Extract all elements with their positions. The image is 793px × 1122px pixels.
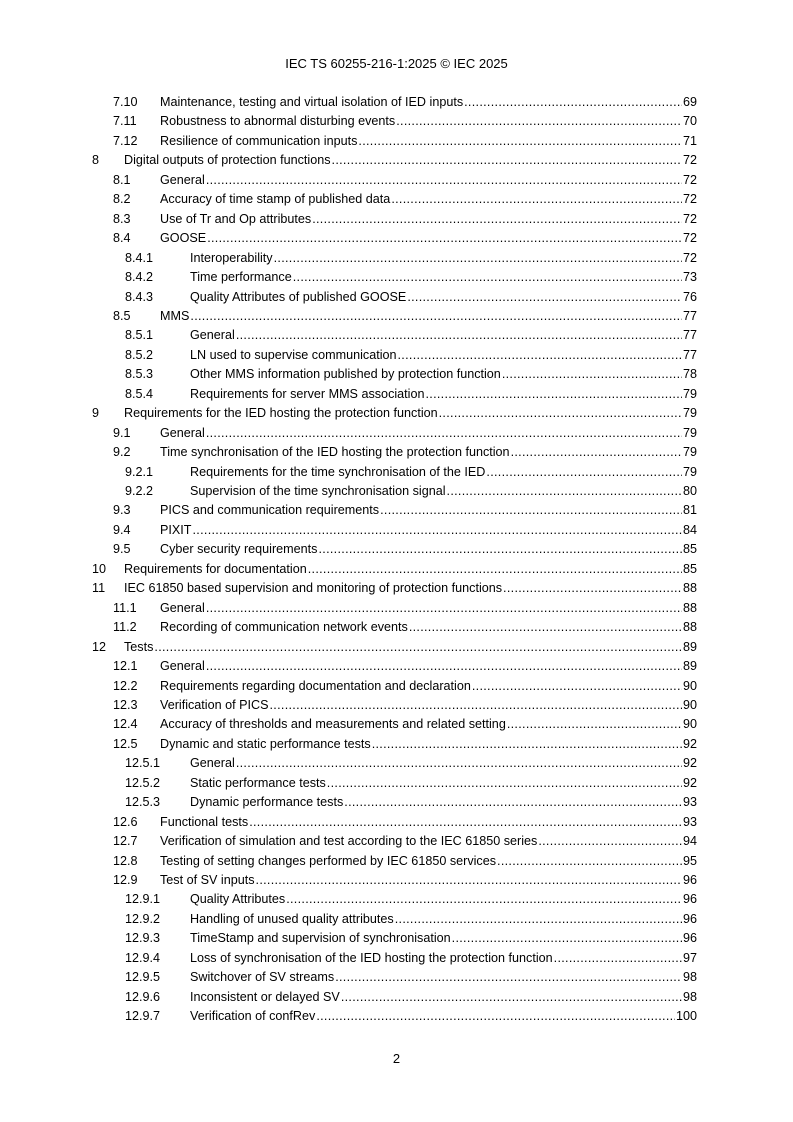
- toc-entry-number: 8.4.3: [125, 289, 154, 304]
- toc-entry-number: 12.6: [113, 814, 138, 829]
- toc-entry-page: 72: [682, 172, 697, 187]
- toc-entry-number: 9: [92, 406, 100, 421]
- toc-entry-title: LN used to supervise communication: [190, 347, 397, 362]
- toc-entry-title: Recording of communication network events: [160, 620, 408, 635]
- toc-entry[interactable]: [0, 910, 793, 929]
- dot-leader: [538, 832, 682, 851]
- toc-entry[interactable]: [0, 638, 793, 657]
- dot-leader: [312, 210, 682, 229]
- toc-entry-title: Interoperability: [190, 250, 273, 265]
- toc-entry-line: [160, 599, 697, 618]
- toc-entry-number: 12.9.7: [125, 1009, 161, 1024]
- dot-leader: [236, 326, 682, 345]
- toc-entry-title: Dynamic and static performance tests: [160, 736, 371, 751]
- toc-entry-number: 11: [92, 581, 106, 596]
- toc-entry[interactable]: [0, 774, 793, 793]
- toc-entry-title: Requirements regarding documentation and declaration: [160, 678, 471, 693]
- toc-entry-number: 7.10: [113, 95, 138, 109]
- toc-entry-line: [160, 190, 697, 209]
- toc-entry-number: 8.4.1: [125, 250, 154, 265]
- toc-entry-line: [190, 385, 697, 404]
- toc-entry-number: 8.5.1: [125, 328, 154, 343]
- toc-entry[interactable]: [0, 852, 793, 871]
- toc-entry-page: 94: [682, 834, 697, 849]
- toc-entry-page: 96: [682, 873, 697, 887]
- toc-entry-number: 10: [92, 561, 107, 576]
- toc-entry[interactable]: [0, 793, 793, 812]
- dot-leader: [256, 871, 682, 890]
- toc-entry-page: 95: [682, 853, 697, 868]
- toc-entry-line: [190, 929, 697, 948]
- toc-entry-title: Resilience of communication inputs: [160, 133, 358, 148]
- toc-entry-number: 9.4: [113, 522, 131, 537]
- toc-entry-line: [190, 910, 697, 929]
- toc-entry-line: [160, 852, 697, 871]
- toc-entry-title: TimeStamp and supervision of synchronisation: [190, 931, 451, 946]
- dot-leader: [380, 501, 682, 520]
- toc-entry[interactable]: [0, 579, 793, 598]
- toc-entry[interactable]: [0, 229, 793, 248]
- toc-entry-title: Requirements for server MMS association: [190, 386, 425, 401]
- toc-entry[interactable]: [0, 365, 793, 384]
- toc-entry-title: Quality Attributes: [190, 892, 286, 907]
- toc-entry-title: General: [160, 659, 205, 674]
- toc-entry-number: 12.1: [113, 659, 138, 674]
- toc-entry-title: Requirements for the time synchronisation of the IED: [190, 464, 486, 479]
- toc-entry-number: 12: [92, 639, 107, 654]
- toc-entry-title: Static performance tests: [190, 775, 326, 790]
- toc-entry-number: 12.7: [113, 834, 138, 849]
- toc-entry-line: [124, 560, 697, 579]
- toc-entry[interactable]: [0, 424, 793, 443]
- toc-entry[interactable]: [0, 949, 793, 968]
- dot-leader: [452, 929, 682, 948]
- toc-entry-page: 98: [682, 970, 697, 985]
- toc-entry-page: 72: [682, 250, 697, 265]
- toc-entry-line: [190, 365, 697, 384]
- toc-entry[interactable]: [0, 968, 793, 987]
- toc-entry-line: [160, 521, 697, 540]
- toc-entry-page: 84: [682, 522, 697, 537]
- toc-entry-page: 79: [682, 464, 697, 479]
- toc-entry-number: 11.2: [113, 620, 137, 635]
- toc-entry[interactable]: [0, 754, 793, 773]
- toc-entry-page: 88: [682, 600, 697, 615]
- toc-entry-title: Robustness to abnormal disturbing events: [160, 114, 396, 129]
- toc-entry-line: [124, 151, 697, 170]
- toc-entry-page: 96: [682, 931, 697, 946]
- toc-entry-title: Dynamic performance tests: [190, 795, 344, 810]
- toc-entry[interactable]: [0, 288, 793, 307]
- toc-entry-line: [160, 501, 697, 520]
- toc-entry-line: [160, 677, 697, 696]
- toc-entry[interactable]: [0, 326, 793, 345]
- toc-entry-line: [190, 1007, 697, 1026]
- dot-leader: [507, 715, 682, 734]
- dot-leader: [206, 171, 682, 190]
- dot-leader: [554, 949, 682, 968]
- toc-entry[interactable]: [0, 385, 793, 404]
- toc-entry-line: [190, 774, 697, 793]
- toc-entry-number: 12.9.3: [125, 931, 161, 946]
- toc-entry-page: 79: [682, 445, 697, 460]
- toc-entry[interactable]: [0, 249, 793, 268]
- toc-entry-title: Loss of synchronisation of the IED hosting the protection function: [190, 950, 553, 965]
- dot-leader: [332, 151, 682, 170]
- toc-entry-number: 12.8: [113, 853, 138, 868]
- toc-entry-title: Verification of PICS: [160, 697, 269, 712]
- toc-entry-line: [160, 832, 697, 851]
- dot-leader: [391, 190, 682, 209]
- toc-entry-number: 8: [92, 153, 100, 168]
- toc-entry-number: 8.5.4: [125, 386, 154, 401]
- toc-entry[interactable]: [0, 482, 793, 501]
- toc-entry-line: [190, 268, 697, 287]
- toc-entry[interactable]: [0, 190, 793, 209]
- toc-entry-page: 93: [682, 795, 697, 810]
- dot-leader: [249, 813, 682, 832]
- toc-entry-title: Functional tests: [160, 814, 249, 829]
- toc-entry-page: 96: [682, 892, 697, 907]
- toc-entry-line: [124, 404, 697, 423]
- toc-entry-number: 9.2: [113, 445, 131, 460]
- dot-leader: [207, 229, 682, 248]
- toc-entry-page: 93: [682, 814, 697, 829]
- toc-entry-title: Use of Tr and Op attributes: [160, 211, 312, 226]
- toc-entry-page: 98: [682, 989, 697, 1004]
- toc-entry-line: [190, 988, 697, 1007]
- toc-entry-number: 7.12: [113, 133, 138, 148]
- dot-leader: [344, 793, 682, 812]
- toc-entry-title: MMS: [160, 308, 190, 323]
- dot-leader: [318, 540, 682, 559]
- dot-leader: [407, 288, 682, 307]
- dot-leader: [439, 404, 682, 423]
- dot-leader: [372, 735, 682, 754]
- toc-entry-page: 77: [682, 328, 697, 343]
- toc-entry-title: Requirements for the IED hosting the protection function: [124, 406, 438, 421]
- toc-entry-page: 72: [682, 192, 697, 207]
- toc-entry-line: [160, 696, 697, 715]
- toc-entry[interactable]: [0, 696, 793, 715]
- toc-entry-page: 70: [682, 114, 697, 129]
- dot-leader: [308, 560, 682, 579]
- dot-leader: [270, 696, 682, 715]
- toc-entry-line: [190, 346, 697, 365]
- toc-entry-line: [124, 579, 697, 598]
- toc-entry-line: [190, 754, 697, 773]
- toc-entry-line: [160, 210, 697, 229]
- toc-entry-title: Requirements for documentation: [124, 561, 307, 576]
- toc-entry[interactable]: [0, 735, 793, 754]
- toc-entry-page: 90: [682, 717, 697, 732]
- toc-entry[interactable]: [0, 599, 793, 618]
- toc-entry-line: [160, 813, 697, 832]
- toc-entry-number: 12.9.4: [125, 950, 161, 965]
- toc-entry[interactable]: [0, 618, 793, 637]
- toc-entry-page: 71: [682, 133, 697, 148]
- toc-entry-page: 78: [682, 367, 697, 382]
- toc-entry-number: 8.1: [113, 172, 131, 187]
- toc-entry-line: [190, 482, 697, 501]
- toc-entry-page: 79: [682, 406, 697, 421]
- toc-entry-title: IEC 61850 based supervision and monitoring of protection functions: [124, 581, 503, 596]
- toc-entry-page: 100: [675, 1009, 697, 1024]
- toc-entry-number: 12.9.6: [125, 989, 161, 1004]
- toc-entry-title: Verification of simulation and test according to the IEC 61850 series: [160, 834, 538, 849]
- dot-leader: [396, 112, 682, 131]
- toc-entry[interactable]: [0, 677, 793, 696]
- toc-entry-title: General: [160, 172, 205, 187]
- toc-entry-line: [190, 793, 697, 812]
- toc-entry-number: 8.4.2: [125, 270, 154, 285]
- dot-leader: [447, 482, 682, 501]
- dot-leader: [358, 132, 682, 151]
- dot-leader: [472, 677, 682, 696]
- toc-entry-number: 12.5: [113, 736, 138, 751]
- toc-entry[interactable]: [0, 463, 793, 482]
- dot-leader: [425, 385, 682, 404]
- dot-leader: [335, 968, 682, 987]
- toc-entry-number: 9.2.1: [125, 464, 154, 479]
- dot-leader: [497, 852, 682, 871]
- toc-entry-title: Verification of confRev: [190, 1009, 316, 1024]
- dot-leader: [316, 1007, 675, 1026]
- toc-entry-page: 85: [682, 561, 697, 576]
- toc-entry[interactable]: [0, 521, 793, 540]
- toc-entry-page: 96: [682, 911, 697, 926]
- dot-leader: [464, 93, 682, 112]
- toc-entry-title: Digital outputs of protection functions: [124, 153, 331, 168]
- toc-entry-line: [160, 443, 697, 462]
- toc-entry-page: 77: [682, 347, 697, 362]
- dot-leader: [206, 424, 682, 443]
- toc-entry-title: Time performance: [190, 270, 292, 285]
- toc-entry-page: 72: [682, 153, 697, 168]
- toc-entry-line: [160, 112, 697, 131]
- toc-entry-number: 8.3: [113, 211, 131, 226]
- dot-leader: [341, 988, 682, 1007]
- toc-entry-number: 9.1: [113, 425, 131, 440]
- dot-leader: [293, 268, 682, 287]
- toc-entry-line: [160, 132, 697, 151]
- toc-entry[interactable]: [0, 1007, 793, 1026]
- toc-entry-page: 89: [682, 659, 697, 674]
- toc-entry-page: 92: [682, 736, 697, 751]
- toc-entry-title: General: [190, 328, 235, 343]
- toc-entry-number: 12.3: [113, 697, 138, 712]
- toc-entry-title: Accuracy of time stamp of published data: [160, 192, 391, 207]
- toc-entry-page: 90: [682, 678, 697, 693]
- toc-entry-page: 92: [682, 775, 697, 790]
- toc-entry-title: General: [160, 600, 205, 615]
- dot-leader: [327, 774, 682, 793]
- toc-entry-line: [190, 949, 697, 968]
- toc-entry[interactable]: [0, 151, 793, 170]
- toc-entry-title: Test of SV inputs: [160, 873, 255, 887]
- toc-entry-line: [190, 249, 697, 268]
- toc-entry[interactable]: [0, 171, 793, 190]
- toc-entry-title: Handling of unused quality attributes: [190, 911, 394, 926]
- toc-entry-line: [160, 229, 697, 248]
- toc-entry-line: [190, 968, 697, 987]
- dot-leader: [154, 638, 682, 657]
- toc-entry-title: Time synchronisation of the IED hosting the protection function: [160, 445, 510, 460]
- dot-leader: [206, 599, 682, 618]
- toc-entry-number: 12.9.1: [125, 892, 161, 907]
- toc-entry-number: 12.5.2: [125, 775, 161, 790]
- toc-entry-page: 90: [682, 697, 697, 712]
- toc-entry-number: 12.5.3: [125, 795, 161, 810]
- toc-entry[interactable]: [0, 988, 793, 1007]
- toc-entry-number: 8.5.2: [125, 347, 154, 362]
- toc-entry-number: 12.4: [113, 717, 138, 732]
- toc-entry-page: 81: [682, 503, 697, 518]
- toc-entry-page: 79: [682, 425, 697, 440]
- toc-entry-line: [160, 93, 697, 112]
- toc-entry-number: 9.2.2: [125, 484, 154, 498]
- toc-entry[interactable]: [0, 93, 793, 112]
- toc-entry-title: Tests: [124, 639, 154, 654]
- toc-entry[interactable]: [0, 307, 793, 326]
- toc-entry-page: 89: [682, 639, 697, 654]
- toc-entry-line: [160, 171, 697, 190]
- toc-entry-page: 73: [682, 270, 697, 285]
- toc-entry-line: [160, 871, 697, 890]
- toc-entry-line: [124, 638, 697, 657]
- toc-entry-title: General: [190, 756, 235, 771]
- toc-entry-page: 76: [682, 289, 697, 304]
- dot-leader: [206, 657, 682, 676]
- toc-entry-page: 72: [682, 211, 697, 226]
- toc-entry-line: [160, 715, 697, 734]
- toc-entry-number: 8.5: [113, 308, 131, 323]
- toc-entry-line: [190, 326, 697, 345]
- toc-entry-number: 12.9.5: [125, 970, 161, 985]
- toc-entry[interactable]: [0, 560, 793, 579]
- toc-entry[interactable]: [0, 657, 793, 676]
- dot-leader: [398, 346, 682, 365]
- toc-entry-line: [190, 890, 697, 909]
- dot-leader: [193, 521, 682, 540]
- toc-entry[interactable]: [0, 501, 793, 520]
- toc-entry-line: [160, 424, 697, 443]
- dot-leader: [274, 249, 682, 268]
- dot-leader: [502, 365, 682, 384]
- toc-entry-page: 72: [682, 231, 697, 246]
- toc-entry-line: [160, 657, 697, 676]
- dot-leader: [409, 618, 682, 637]
- toc-entry-line: [190, 463, 697, 482]
- toc-entry-page: 77: [682, 308, 697, 323]
- dot-leader: [511, 443, 682, 462]
- toc-entry-page: 80: [682, 484, 697, 498]
- page-header: IEC TS 60255-216-1:2025 © IEC 2025: [285, 56, 508, 71]
- toc-entry-title: PICS and communication requirements: [160, 503, 380, 518]
- toc-entry-title: Supervision of the time synchronisation signal: [190, 484, 446, 498]
- toc-entry-number: 8.2: [113, 192, 131, 207]
- toc-entry-page: 97: [682, 950, 697, 965]
- toc-entry-title: Testing of setting changes performed by IEC 61850 services: [160, 853, 497, 868]
- toc-entry[interactable]: [0, 112, 793, 131]
- dot-leader: [503, 579, 682, 598]
- dot-leader: [486, 463, 682, 482]
- toc-entry[interactable]: [0, 443, 793, 462]
- toc-entry-line: [160, 540, 697, 559]
- toc-entry-number: 9.3: [113, 503, 131, 518]
- toc-entry-line: [160, 307, 697, 326]
- toc-entry[interactable]: [0, 540, 793, 559]
- toc-entry[interactable]: [0, 832, 793, 851]
- toc-entry-page: 92: [682, 756, 697, 771]
- toc-entry-page: 85: [682, 542, 697, 557]
- toc-entry[interactable]: [0, 715, 793, 734]
- toc-entry-number: 12.2: [113, 678, 138, 693]
- toc-entry-page: 88: [682, 620, 697, 635]
- toc-entry-page: 79: [682, 386, 697, 401]
- toc-entry-number: 7.11: [113, 114, 137, 129]
- toc-entry-number: 12.9: [113, 873, 138, 887]
- toc-entry-title: Switchover of SV streams: [190, 970, 335, 985]
- toc-entry[interactable]: [0, 210, 793, 229]
- toc-entry[interactable]: [0, 132, 793, 151]
- dot-leader: [286, 890, 682, 909]
- toc-entry[interactable]: [0, 268, 793, 287]
- toc-entry[interactable]: [0, 813, 793, 832]
- toc-entry-line: [190, 288, 697, 307]
- toc-entry-title: Other MMS information published by protection function: [190, 367, 501, 382]
- toc-entry-page: 69: [682, 95, 697, 109]
- toc-entry[interactable]: [0, 929, 793, 948]
- toc-entry[interactable]: [0, 346, 793, 365]
- toc-entry-line: [160, 618, 697, 637]
- dot-leader: [395, 910, 682, 929]
- toc-entry-number: 12.9.2: [125, 911, 161, 926]
- toc-entry[interactable]: [0, 404, 793, 423]
- dot-leader: [190, 307, 682, 326]
- toc-entry[interactable]: [0, 871, 793, 890]
- toc-entry-title: PIXIT: [160, 522, 192, 537]
- dot-leader: [236, 754, 682, 773]
- toc-entry-number: 9.5: [113, 542, 131, 557]
- toc-entry-number: 12.5.1: [125, 756, 161, 771]
- toc-entry-number: 8.4: [113, 231, 131, 246]
- toc-entry-title: Accuracy of thresholds and measurements and related setting: [160, 717, 506, 732]
- toc-entry-number: 8.5.3: [125, 367, 154, 382]
- toc-entry-title: GOOSE: [160, 231, 207, 246]
- toc-entry-title: Maintenance, testing and virtual isolation of IED inputs: [160, 95, 464, 109]
- toc-entry-page: 88: [682, 581, 697, 596]
- toc-entry-line: [160, 735, 697, 754]
- toc-entry-title: Quality Attributes of published GOOSE: [190, 289, 407, 304]
- page-number: 2: [392, 1051, 401, 1066]
- toc-entry-number: 11.1: [113, 600, 137, 615]
- toc-entry[interactable]: [0, 890, 793, 909]
- toc-entry-title: General: [160, 425, 205, 440]
- toc-entry-title: Cyber security requirements: [160, 542, 318, 557]
- toc-entry-title: Inconsistent or delayed SV: [190, 989, 340, 1004]
